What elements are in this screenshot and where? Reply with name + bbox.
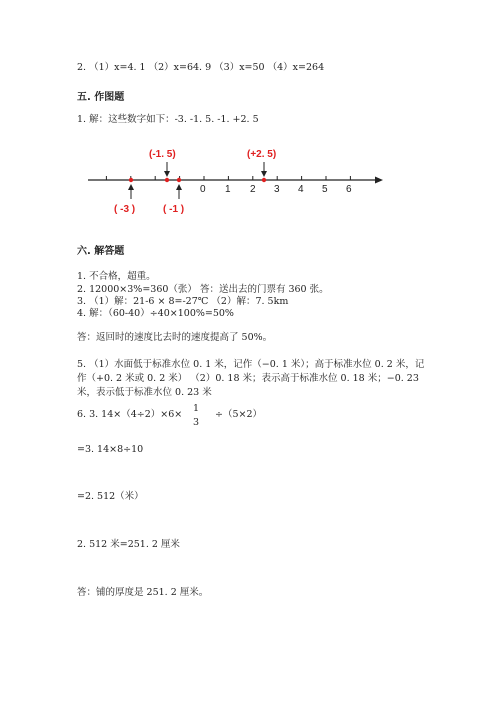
arrow-minus-1-5-head bbox=[164, 171, 170, 177]
s6-line-2: 2. 12000×3%=360（张） 答：送出去的门票有 360 张。 bbox=[77, 284, 329, 295]
point-minus-1-5 bbox=[165, 178, 169, 182]
s6-line-8: 米，表示低于标准水位 0. 23 米 bbox=[77, 387, 212, 398]
s6-line-1: 1. 不合格，超重。 bbox=[77, 271, 156, 282]
arrow-minus-3-head bbox=[128, 184, 134, 190]
number-line-arrowhead bbox=[375, 177, 383, 184]
tick-label-1: 1 bbox=[225, 184, 231, 195]
final-answer: 答：铺的厚度是 251. 2 厘米。 bbox=[77, 587, 209, 598]
label-minus-1: ( -1 ) bbox=[163, 204, 185, 215]
section5-title: 五. 作图题 bbox=[77, 92, 125, 103]
number-line bbox=[0, 0, 500, 230]
step-3: 2. 512 米=251. 2 厘米 bbox=[77, 539, 180, 550]
point-plus-2-5 bbox=[262, 178, 266, 182]
label-minus-1-5: (-1. 5) bbox=[149, 149, 176, 160]
point-minus-3 bbox=[129, 178, 133, 182]
section5-item1: 1. 解：这些数字如下：-3. -1. 5. -1. +2. 5 bbox=[77, 114, 259, 125]
tick-label-4: 4 bbox=[298, 184, 304, 195]
point-minus-1 bbox=[177, 178, 181, 182]
label-minus-3: ( -3 ) bbox=[114, 204, 136, 215]
q6-frac-num: 1 bbox=[192, 403, 200, 414]
tick-label-3: 3 bbox=[274, 184, 280, 195]
step-1: =3. 14×8÷10 bbox=[77, 444, 144, 455]
s6-line-7: 作（+0. 2 米或 0. 2 米） （2）0. 18 米；表示高于标准水位 0. 18 米；−0. 23 bbox=[77, 373, 419, 384]
answers-prev: 2. （1）x=4. 1 （2）x=64. 9 （3）x=50 （4）x=264 bbox=[77, 62, 325, 73]
tick-label-2: 2 bbox=[250, 184, 256, 195]
section6-title: 六. 解答题 bbox=[77, 246, 125, 257]
arrow-plus-2-5-head bbox=[261, 171, 267, 177]
q6-prefix: 6. 3. 14×（4÷2）×6× bbox=[77, 409, 183, 420]
step-2: =2. 512（米） bbox=[77, 491, 144, 502]
s6-line-4: 4. 解：（60-40）÷40×100%=50% bbox=[77, 308, 234, 319]
q6-suffix: ÷（5×2） bbox=[215, 409, 263, 420]
tick-label-5: 5 bbox=[322, 184, 328, 195]
arrow-minus-1-head bbox=[176, 184, 182, 190]
label-plus-2-5: (+2. 5) bbox=[247, 149, 277, 160]
s6-line-3: 3. （1）解：21-6 × 8=-27℃ （2）解：7. 5km bbox=[77, 296, 289, 307]
tick-label-0: 0 bbox=[200, 184, 206, 195]
q6-frac-den: 3 bbox=[192, 417, 200, 428]
s6-line-5: 答：返回时的速度比去时的速度提高了 50%。 bbox=[77, 332, 273, 343]
tick-label-6: 6 bbox=[346, 184, 352, 195]
s6-line-6: 5. （1）水面低于标准水位 0. 1 米，记作（−0. 1 米）；高于标准水位 0. 2 米，记 bbox=[77, 359, 425, 370]
